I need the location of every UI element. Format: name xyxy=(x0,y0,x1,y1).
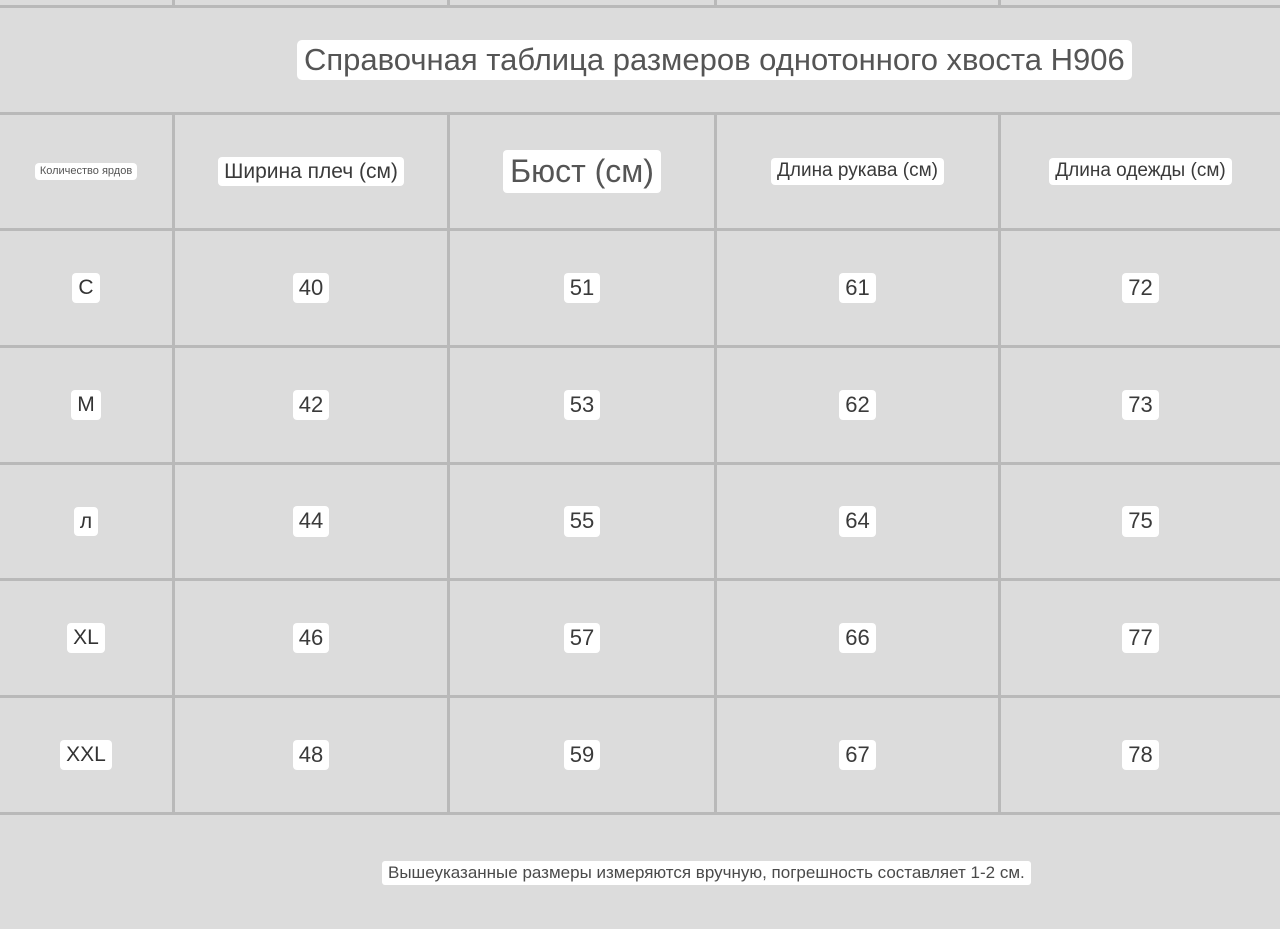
table-cell xyxy=(175,698,447,812)
table-cell xyxy=(450,581,714,695)
shoulder-value: 48 xyxy=(293,740,329,770)
shoulder-value: 40 xyxy=(293,273,329,303)
sleeve-value: 62 xyxy=(839,390,875,420)
bust-value: 51 xyxy=(564,273,600,303)
header-shoulder-width: Ширина плеч (см) xyxy=(218,157,404,186)
bust-value: 55 xyxy=(564,506,600,536)
page-title: Справочная таблица размеров однотонного хвоста H906 xyxy=(297,40,1132,80)
length-value: 78 xyxy=(1122,740,1158,770)
header-cell xyxy=(175,115,447,228)
header-cell xyxy=(0,115,172,228)
table-cell xyxy=(1001,698,1280,812)
grid-col-line xyxy=(714,0,717,6)
sleeve-value: 67 xyxy=(839,740,875,770)
length-value: 72 xyxy=(1122,273,1158,303)
measurement-note: Вышеуказанные размеры измеряются вручную, погрешность составляет 1-2 см. xyxy=(382,861,1031,885)
grid-col-line xyxy=(998,0,1001,6)
table-cell xyxy=(450,698,714,812)
header-cell xyxy=(450,115,714,228)
size-label: С xyxy=(72,273,99,302)
table-cell xyxy=(175,465,447,578)
table-cell xyxy=(1001,465,1280,578)
table-cell xyxy=(175,581,447,695)
header-bust: Бюст (см) xyxy=(503,150,661,193)
grid-line-top xyxy=(0,5,1280,8)
table-cell xyxy=(175,348,447,462)
bust-value: 57 xyxy=(564,623,600,653)
table-cell xyxy=(450,231,714,345)
table-cell xyxy=(717,348,998,462)
table-cell xyxy=(0,581,172,695)
sleeve-value: 64 xyxy=(839,506,875,536)
size-label: л xyxy=(74,507,98,536)
table-cell xyxy=(717,465,998,578)
shoulder-value: 42 xyxy=(293,390,329,420)
header-sleeve-length: Длина рукава (см) xyxy=(771,158,944,185)
header-cell xyxy=(717,115,998,228)
length-value: 75 xyxy=(1122,506,1158,536)
shoulder-value: 44 xyxy=(293,506,329,536)
table-cell xyxy=(450,348,714,462)
table-cell xyxy=(450,465,714,578)
grid-line-bottom xyxy=(0,812,1280,815)
shoulder-value: 46 xyxy=(293,623,329,653)
table-cell xyxy=(717,698,998,812)
table-cell xyxy=(0,348,172,462)
length-value: 73 xyxy=(1122,390,1158,420)
table-cell xyxy=(717,231,998,345)
header-size: Количество ярдов xyxy=(35,163,137,179)
header-cell xyxy=(1001,115,1280,228)
table-cell xyxy=(1001,581,1280,695)
table-cell xyxy=(1001,348,1280,462)
table-cell xyxy=(1001,231,1280,345)
length-value: 77 xyxy=(1122,623,1158,653)
grid-col-line xyxy=(172,0,175,6)
size-label: XL xyxy=(67,623,105,652)
bust-value: 59 xyxy=(564,740,600,770)
bust-value: 53 xyxy=(564,390,600,420)
table-cell xyxy=(0,231,172,345)
table-cell xyxy=(717,581,998,695)
sleeve-value: 61 xyxy=(839,273,875,303)
grid-col-line xyxy=(447,0,450,6)
size-label: M xyxy=(71,390,101,419)
table-cell xyxy=(0,698,172,812)
table-cell xyxy=(175,231,447,345)
table-cell xyxy=(0,465,172,578)
sleeve-value: 66 xyxy=(839,623,875,653)
size-label: XXL xyxy=(60,740,112,769)
header-garment-length: Длина одежды (см) xyxy=(1049,158,1231,185)
